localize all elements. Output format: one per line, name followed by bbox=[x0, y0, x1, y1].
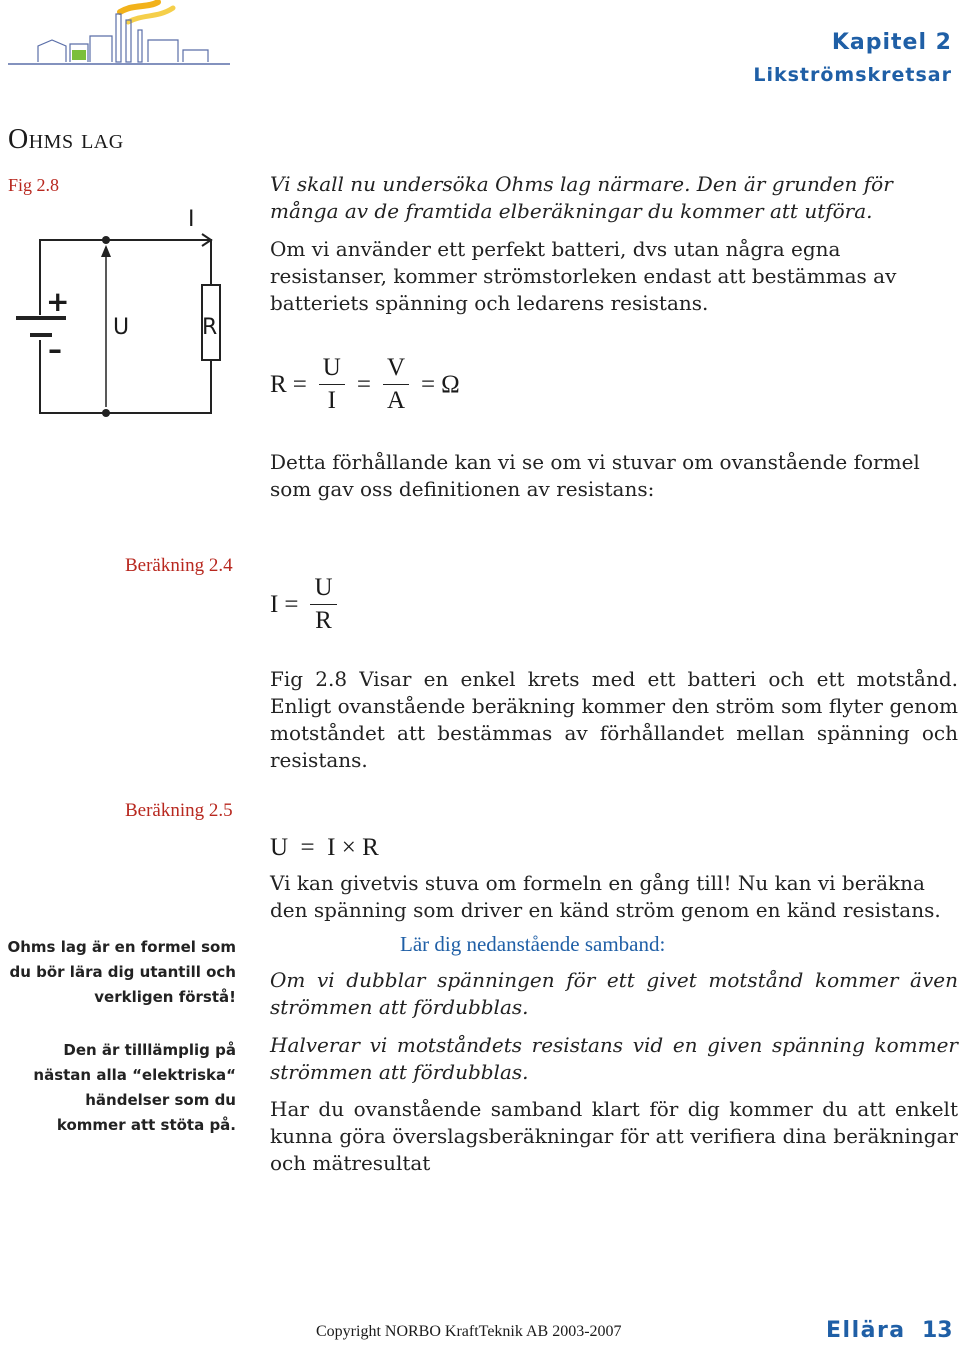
footer-book-title: Ellära bbox=[826, 1318, 906, 1343]
equals-sign: = bbox=[356, 370, 371, 398]
side-note-1: Ohms lag är en formel som du bör lära dig utantill och verkligen förstå! bbox=[7, 938, 236, 1006]
minus-label: – bbox=[48, 333, 62, 366]
ohm-unit: Ω bbox=[441, 370, 460, 398]
fraction-denominator: A bbox=[386, 387, 406, 414]
fraction-ui bbox=[319, 352, 345, 417]
fraction-va bbox=[383, 352, 409, 417]
fraction-denominator: I bbox=[327, 387, 336, 414]
equals-sign: = bbox=[292, 370, 307, 398]
paragraph-fig: Fig 2.8 Visar en enkel krets med ett batteri och ett motstånd. Enligt ovanstående beräkning kommer den ström som flyter genom motståndet att bestämmas av förhållandet mellan spänning och resistans. bbox=[270, 667, 958, 772]
side-note-2: Den är tilllämplig på nästan alla “elektriska“ händelser som du kommer att stöta på. bbox=[33, 1041, 236, 1134]
fraction-numerator: V bbox=[383, 352, 409, 385]
equals-sign: = bbox=[284, 590, 299, 618]
fraction-ur bbox=[310, 572, 336, 637]
copyright: Copyright NORBO KraftTeknik AB 2003-2007 bbox=[316, 1323, 622, 1340]
fraction-numerator: U bbox=[310, 572, 336, 605]
resistor-label: R bbox=[202, 315, 218, 340]
factory-logo-icon bbox=[8, 0, 230, 70]
chapter-title: Kapitel 2 bbox=[831, 30, 952, 55]
paragraph-stuva: Vi kan givetvis stuva om formeln en gång till! Nu kan vi beräkna den spänning som driver en känd ström genom en känd resistans. bbox=[270, 871, 941, 922]
formula-resistance bbox=[270, 352, 460, 417]
formula-voltage: U = I × R bbox=[270, 834, 379, 861]
current-label: I bbox=[188, 207, 195, 232]
intro-paragraph-2: Om vi använder ett perfekt batteri, dvs utan några egna resistanser, kommer strömstorleken endast att bestämmas av batteriets spänning och ledarens resistans. bbox=[270, 237, 897, 315]
equals-sign: = bbox=[421, 370, 436, 398]
formula-lhs: R bbox=[270, 370, 287, 398]
section-title: Ohms lag bbox=[8, 124, 124, 155]
voltage-label: U bbox=[113, 315, 130, 340]
intro-paragraph-1: Vi skall nu undersöka Ohms lag närmare. Den är grunden för många av de framtida elberäkningar du kommer att utföra. bbox=[270, 172, 893, 223]
fraction-numerator: U bbox=[319, 352, 345, 385]
figure-caption: Fig 2.8 bbox=[8, 175, 60, 195]
lar-paragraph-2: Halverar vi motståndets resistans vid en given spänning kommer strömmen att fördubblas. bbox=[270, 1033, 958, 1084]
lar-paragraph-3: Har du ovanstående samband klart för dig kommer du att enkelt kunna göra överslagsberäkningar för att verifiera dina beräkningar och mätresultat bbox=[270, 1097, 958, 1175]
paragraph-detta: Detta förhållande kan vi se om vi stuvar om ovanstående formel som gav oss definitionen av resistans: bbox=[270, 450, 920, 501]
formula-current bbox=[270, 572, 343, 637]
lar-paragraph-1: Om vi dubblar spänningen för ett givet motstånd kommer även strömmen att fördubblas. bbox=[270, 968, 958, 1019]
chapter-subtitle: Likströmskretsar bbox=[753, 64, 952, 86]
circuit-diagram bbox=[8, 207, 248, 425]
calc-2-5-label: Beräkning 2.5 bbox=[125, 800, 233, 821]
calc-2-4-label: Beräkning 2.4 bbox=[125, 555, 233, 576]
formula-lhs: I bbox=[270, 590, 279, 618]
lar-title: Lär dig nedanstående samband: bbox=[400, 932, 666, 956]
page-number: 13 bbox=[922, 1318, 953, 1343]
fraction-denominator: R bbox=[315, 607, 332, 634]
plus-label: + bbox=[46, 285, 70, 318]
